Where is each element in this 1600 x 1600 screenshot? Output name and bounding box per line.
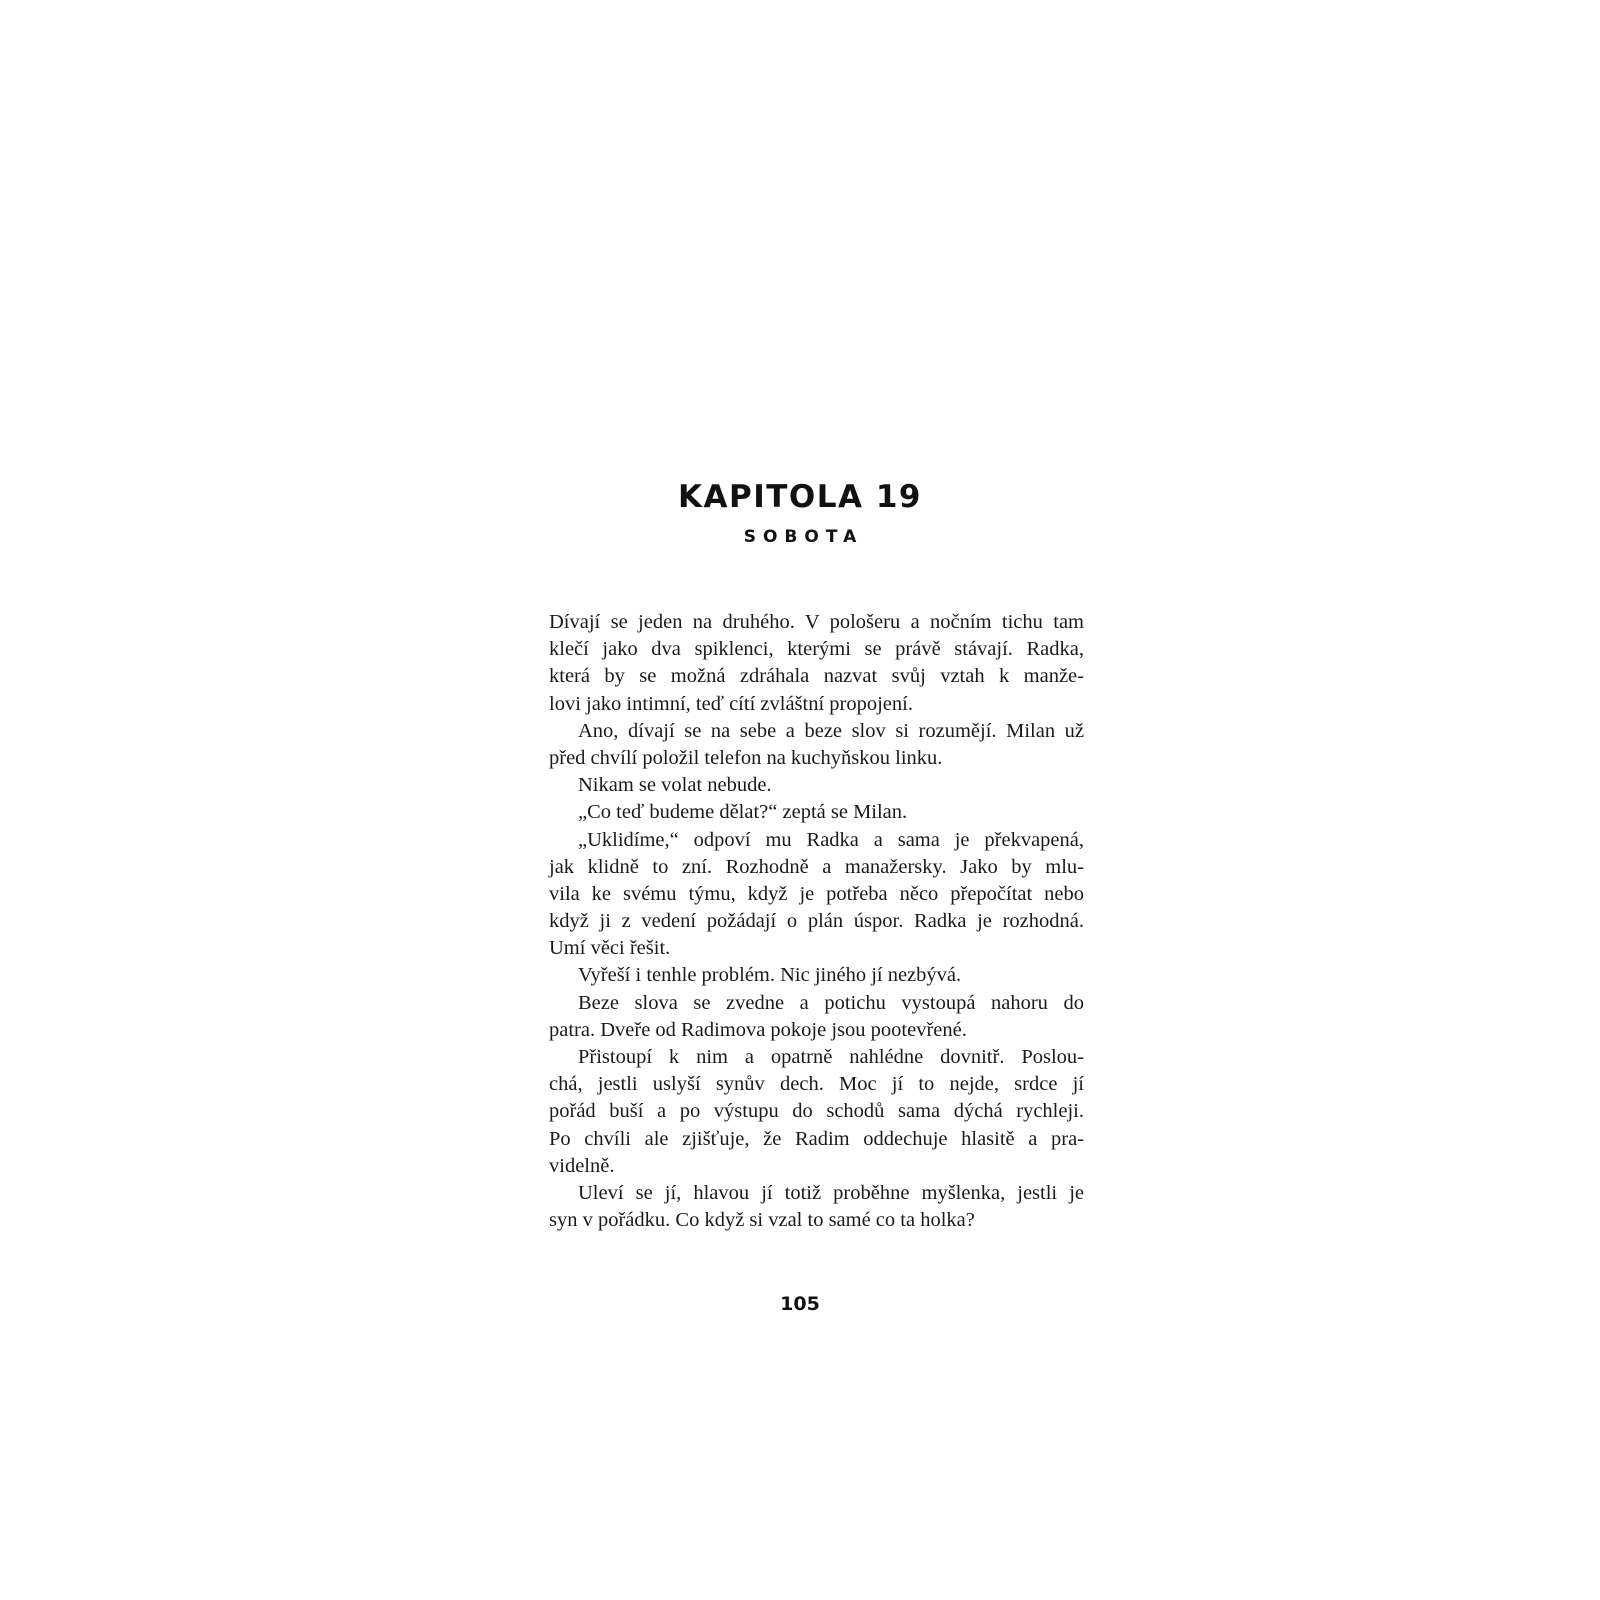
chapter-subtitle: SOBOTA — [743, 527, 864, 547]
text-line: „Co teď budeme dělat?“ zeptá se Milan. — [578, 801, 908, 824]
text-line: pořád buší a po výstupu do schodů sama dýchá rychleji. — [549, 1100, 1084, 1123]
text-line: patra. Dveře od Radimova pokoje jsou pootevřené. — [549, 1018, 967, 1041]
chapter-title: KAPITOLA 19 — [678, 479, 922, 515]
text-line: Dívají se jeden na druhého. V pološeru a nočním tichu tam — [549, 611, 1084, 633]
text-line: která by se možná zdráhala nazvat svůj vztah k manže- — [549, 665, 1084, 688]
text-line: lovi jako intimní, teď cítí zvláštní propojení. — [549, 692, 913, 715]
text-line: „Uklidíme,“ odpoví mu Radka a sama je překvapená, — [578, 828, 1084, 851]
page-number: 105 — [780, 1293, 820, 1315]
text-line: Vyřeší i tenhle problém. Nic jiného jí nezbývá. — [578, 964, 962, 987]
text-line: Ano, dívají se na sebe a beze slov si rozumějí. Milan už — [578, 719, 1084, 742]
text-line: vila ke svému týmu, když je potřeba něco přepočítat nebo — [549, 882, 1084, 905]
text-line: když ji z vedení požádají o plán úspor. Radka je rozhodná. — [549, 910, 1084, 933]
text-line: před chvílí položil telefon na kuchyňskou linku. — [549, 746, 943, 769]
text-line: videlně. — [549, 1154, 615, 1177]
text-line: Beze slova se zvedne a potichu vystoupá nahoru do — [578, 991, 1084, 1014]
text-line: klečí jako dva spiklenci, kterými se právě stávají. Radka, — [549, 638, 1084, 661]
text-line: Nikam se volat nebude. — [578, 774, 772, 797]
text-line: Přistoupí k nim a opatrně nahlédne dovnitř. Poslou- — [578, 1046, 1084, 1068]
text-line: chá, jestli uslyší synův dech. Moc jí to nejde, srdce jí — [549, 1073, 1084, 1096]
chapter-body-text — [549, 609, 1084, 1234]
text-line: syn v pořádku. Co když si vzal to samé co ta holka? — [549, 1209, 975, 1232]
text-line: Umí věci řešit. — [549, 937, 671, 960]
text-line: jak klidně to zní. Rozhodně a manažersky. Jako by mlu- — [549, 855, 1084, 878]
text-line: Uleví se jí, hlavou jí totiž proběhne myšlenka, jestli je — [578, 1181, 1084, 1204]
text-line: Po chvíli ale zjišťuje, že Radim oddechuje hlasitě a pra- — [549, 1127, 1084, 1150]
